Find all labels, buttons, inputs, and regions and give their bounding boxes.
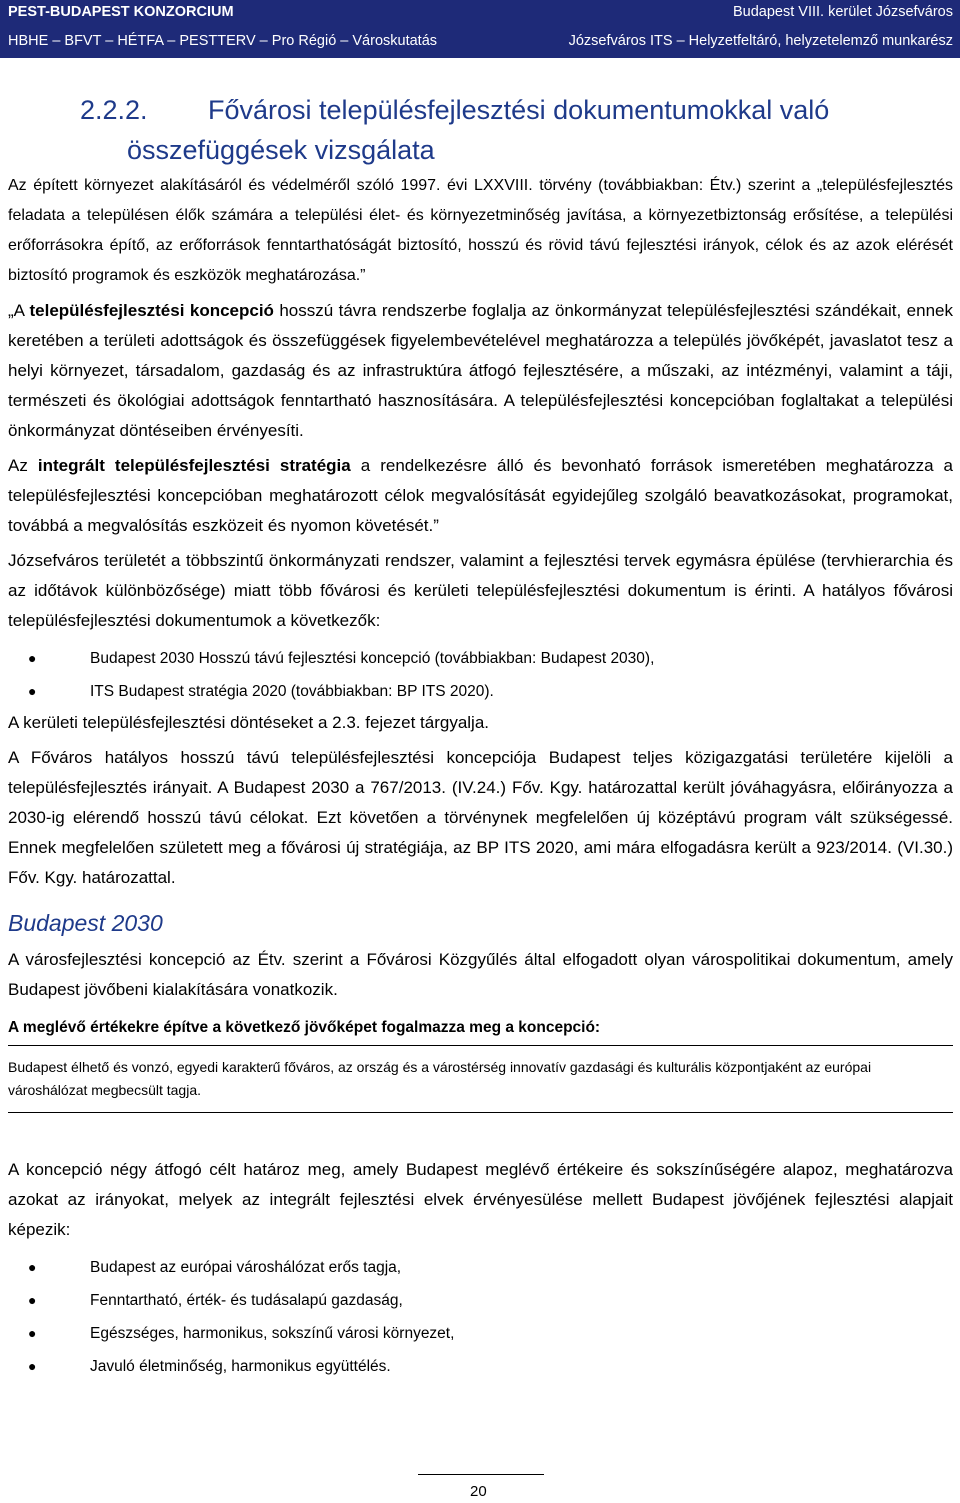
subheading-budapest-2030: Budapest 2030 [8,910,163,936]
partners-list: HBHE – BFVT – HÉTFA – PESTTERV – Pro Régió – Városkutatás [8,33,438,49]
section-heading [80,90,940,170]
vision-intro: A meglévő értékekre építve a következő jövőképet fogalmazza meg a koncepció: [8,1015,953,1046]
goals-list [8,1251,953,1383]
bold-term: integrált településfejlesztési stratégia [37,456,351,475]
header-row-2 [8,29,953,53]
paragraph-strategy [8,451,953,541]
paragraph-josefvaros: Józsefváros területét a többszintű önkormányzati rendszer, valamint a fejlesztési tervek egymásra épülése (tervhierarchia és az időtávok különbözősége) miatt több fővárosi és kerületi településfejlesztési dokumentum is érinti. A hatályos fővárosi településfejlesztési dokumentumok a következők: [8,551,953,630]
document-part: Józsefváros ITS – Helyzetfeltáró, helyzetelemző munkarész [568,33,953,49]
paragraph-district: A kerületi településfejlesztési döntéseket a 2.3. fejezet tárgyalja. [8,713,490,732]
list-item: ● Budapest az európai városhálózat erős tagja, [8,1251,953,1284]
text-run: a rendelkezésre álló és bevonható források ismeretében meghatározza a településfejlesztési koncepcióban meghatározott célok megvalósítását egyidejűleg szolgáló beavatkozásokat, programokat, továbbá a megvalósítás eszközeit és nyomon követését.” [8,456,953,535]
list-item: ● Budapest 2030 Hosszú távú fejlesztési koncepció (továbbiakban: Budapest 2030), [8,642,953,675]
paragraph-goals: A koncepció négy átfogó célt határoz meg, amely Budapest meglévő értékeire és sokszínűségére alapoz, meghatározva azokat az irányokat, melyek az integrált fejlesztési elvek érvényesülése mellett Budapest jövőjének fejlesztési alapjait képezik: [8,1160,953,1239]
text-run: Az [8,456,38,475]
district-name: Budapest VIII. kerület Józsefváros [732,4,953,20]
documents-list [8,642,953,708]
consortium-name: PEST-BUDAPEST KONZORCIUM [8,4,234,20]
list-item: ● Javuló életminőség, harmonikus együttélés. [8,1350,953,1383]
list-item: ● ITS Budapest stratégia 2020 (továbbiakban: BP ITS 2020). [8,675,953,708]
heading-line-2: összefüggések vizsgálata [127,135,435,165]
vision-statement: Budapest élhető és vonzó, egyedi karakterű főváros, az ország és a várostérség innovatív gazdasági és kulturális központjaként az európai városhálózat megbecsült tagja. [8,1056,953,1113]
bold-term: településfejlesztési koncepció [29,301,274,320]
paragraph-capital: A Főváros hatályos hosszú távú településfejlesztési koncepciója Budapest teljes közigazgatási területére kijelöli a településfejlesztés irányait. A Budapest 2030 a 767/2013. (IV.24.) Főv. Kgy. határozattal került jóváhagyásra, előirányozza a 2030-ig elérendő hosszú távú célokat. Ezt követően a törvénynek megfelelően új középtávú program vált szükségessé. Ennek megfelelően született meg a fővárosi új stratégiája, az BP ITS 2020, ami mára elfogadásra került a 923/2014. (VI.30.) Főv. Kgy. határozattal. [8,748,953,887]
paragraph-urban-concept: A városfejlesztési koncepció az Étv. szerint a Fővárosi Közgyűlés által elfogadott olyan várospolitikai dokumentum, amely Budapest jövőbeni kialakítására vonatkozik. [8,950,953,999]
heading-line-1: Fővárosi településfejlesztési dokumentumokkal való [208,95,830,125]
section-number: 2.2.2. [80,95,148,125]
footer-divider [418,1474,544,1475]
text-run: „A [8,301,30,320]
list-item: ● Egészséges, harmonikus, sokszínű városi környezet, [8,1317,953,1350]
page-number: 20 [470,1483,487,1500]
page-header [0,0,960,58]
text-run: hosszú távra rendszerbe foglalja az önkormányzat településfejlesztési szándékait, ennek keretében a területi adottságok és összefüggések figyelembevételével meghatározza a település jövőképét, javaslatot tesz a helyi környezet, társadalom, gazdaság és az infrastruktúra átfogó fejlesztésére, a műszaki, az intézményi, valamint a táji, természeti és ökológiai adottságok fenntartható hasznosítására. A településfejlesztési koncepcióban foglaltakat a települési önkormányzat döntéseiben érvényesíti. [8,301,953,440]
list-item: ● Fenntartható, érték- és tudásalapú gazdaság, [8,1284,953,1317]
paragraph-concept [8,296,953,446]
document-body [8,171,953,1383]
paragraph-etv: Az épített környezet alakításáról és védelméről szóló 1997. évi LXXVIII. törvény (továbbiakban: Étv.) szerint a „településfejlesztés feladata a településen élők számára a települési élet- és környezetminőség javítása, a környezetbiztonság erősítése, a települési erőforrásokra építő, az erőforrások fenntarthatóságát biztosító, hosszú és rövid távú fejlesztési irányok, célok és az azok elérését biztosító programok és eszközök meghatározása.” [8,177,953,284]
header-row-1 [8,0,953,24]
